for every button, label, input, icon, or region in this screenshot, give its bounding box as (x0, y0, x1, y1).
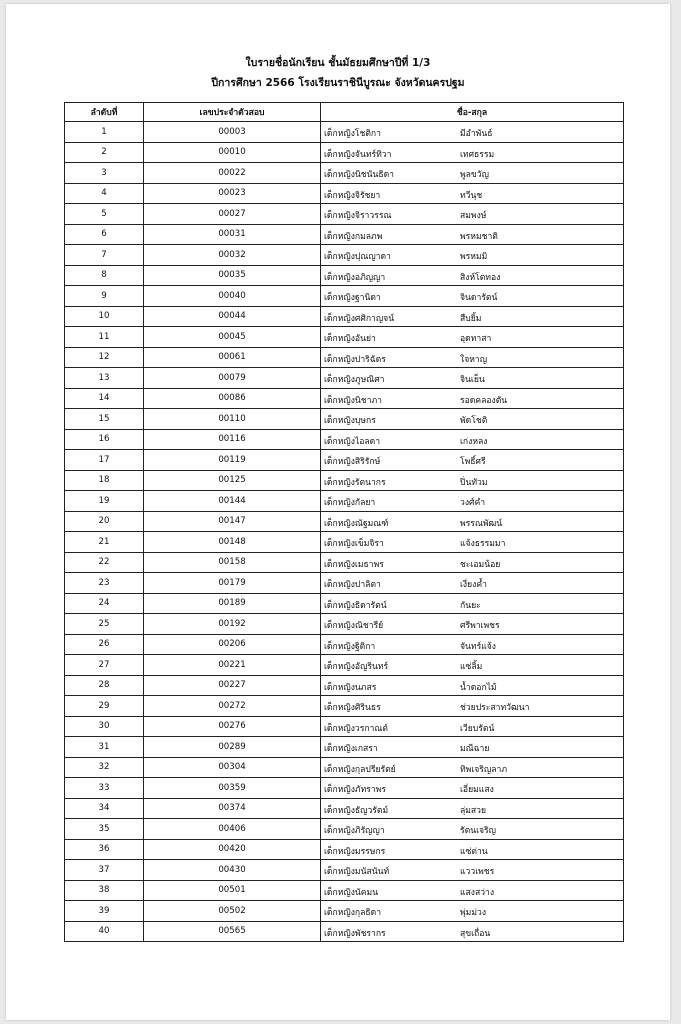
given-name: เด็กหญิงมรรษกร (324, 846, 386, 857)
cell-number: 9 (65, 286, 144, 307)
cell-number: 28 (65, 675, 144, 696)
family-name: จินดารัตน์ (460, 293, 498, 303)
student-roster-table (64, 102, 624, 942)
cell-exam-id: 00158 (144, 552, 321, 573)
cell-number: 11 (65, 327, 144, 348)
cell-number: 3 (65, 163, 144, 184)
cell-exam-id: 00502 (144, 901, 321, 922)
table-row (65, 675, 624, 696)
given-name: เด็กหญิงวรกาณต์ (324, 723, 388, 734)
column-header-number: ลำดับที่ (65, 103, 144, 122)
family-name: วงศ์คำ (460, 498, 486, 508)
table-row (65, 245, 624, 266)
given-name: เด็กหญิงนิชาภา (324, 395, 382, 406)
table-row (65, 265, 624, 286)
family-name: พรหมมิ (460, 252, 488, 262)
cell-exam-id: 00179 (144, 573, 321, 594)
family-name: พรรณพัฒน์ (460, 518, 503, 529)
given-name: เด็กหญิงธิดารัตน์ (324, 600, 387, 611)
cell-number: 23 (65, 573, 144, 594)
table-row (65, 306, 624, 327)
table-row (65, 696, 624, 717)
family-name: พรหมชาติ (460, 231, 498, 242)
given-name: เด็กหญิงปาริฉัตร (324, 354, 386, 365)
given-name: เด็กหญิงมนัสนันท์ (324, 867, 390, 877)
family-name: พุ่มม่วง (460, 908, 487, 918)
column-header-exam-id: เลขประจำตัวสอบ (144, 103, 321, 122)
cell-name (321, 265, 624, 286)
cell-name (321, 142, 624, 163)
family-name: มณีฉาย (460, 744, 490, 754)
cell-number: 18 (65, 470, 144, 491)
family-name: น้ำดอกไม้ (460, 682, 497, 693)
cell-number: 1 (65, 122, 144, 143)
cell-exam-id: 00044 (144, 306, 321, 327)
cell-exam-id: 00079 (144, 368, 321, 389)
given-name: เด็กหญิงณัฐมณฑ์ (324, 518, 389, 529)
cell-exam-id: 00406 (144, 819, 321, 840)
cell-name (321, 573, 624, 594)
cell-number: 15 (65, 409, 144, 430)
family-name: เงี่ยงค้ำ (460, 580, 487, 590)
cell-exam-id: 00061 (144, 347, 321, 368)
family-name: ศรีพาเพชร (460, 621, 500, 631)
table-row (65, 737, 624, 758)
given-name: เด็กหญิงนัคมน (324, 887, 379, 898)
cell-exam-id: 00148 (144, 532, 321, 553)
table-row (65, 368, 624, 389)
family-name: แววเพชร (460, 867, 495, 877)
given-name: เด็กหญิงนภสร (324, 682, 377, 693)
cell-number: 35 (65, 819, 144, 840)
cell-name (321, 183, 624, 204)
family-name: พัดโชติ (460, 416, 488, 426)
cell-name (321, 593, 624, 614)
cell-exam-id: 00221 (144, 655, 321, 676)
family-name: สุขเถื่อน (460, 928, 491, 939)
table-row (65, 429, 624, 450)
cell-exam-id: 00304 (144, 757, 321, 778)
cell-number: 32 (65, 757, 144, 778)
cell-name (321, 204, 624, 225)
given-name: เด็กหญิงบุษกร (324, 416, 376, 426)
family-name: รอดคลองตัน (460, 395, 508, 406)
cell-exam-id: 00003 (144, 122, 321, 143)
family-name: สิงห์โตทอง (460, 272, 501, 283)
cell-name (321, 716, 624, 737)
cell-number: 19 (65, 491, 144, 512)
table-row (65, 655, 624, 676)
cell-name (321, 511, 624, 532)
cell-name (321, 347, 624, 368)
table-row (65, 142, 624, 163)
column-header-name: ชื่อ-สกุล (321, 103, 624, 122)
cell-number: 21 (65, 532, 144, 553)
cell-name (321, 429, 624, 450)
table-row (65, 921, 624, 942)
family-name: แจ้งธรรมมา (460, 539, 506, 549)
cell-exam-id: 00206 (144, 634, 321, 655)
cell-name (321, 860, 624, 881)
given-name: เด็กหญิงสิริรักษ์ (324, 457, 381, 467)
cell-exam-id: 00027 (144, 204, 321, 225)
given-name: เด็กหญิงรัตนากร (324, 477, 386, 488)
cell-name (321, 491, 624, 512)
cell-number: 30 (65, 716, 144, 737)
cell-number: 25 (65, 614, 144, 635)
cell-name (321, 286, 624, 307)
table-row (65, 204, 624, 225)
table-row (65, 183, 624, 204)
table-row (65, 716, 624, 737)
cell-number: 34 (65, 798, 144, 819)
cell-exam-id: 00565 (144, 921, 321, 942)
family-name: กันยะ (460, 600, 481, 611)
given-name: เด็กหญิงกุลปรียรัตย์ (324, 764, 396, 775)
cell-name (321, 798, 624, 819)
table-row (65, 614, 624, 635)
family-name: แซ่ลิ้ม (460, 662, 483, 672)
table-row (65, 778, 624, 799)
family-name: เอี่ยมแสง (460, 785, 494, 795)
family-name: เก่งหลง (460, 436, 488, 447)
given-name: เด็กหญิงเกสรา (324, 744, 378, 754)
cell-exam-id: 00501 (144, 880, 321, 901)
family-name: อุดทาสา (460, 334, 492, 344)
cell-number: 10 (65, 306, 144, 327)
cell-name (321, 655, 624, 676)
cell-number: 17 (65, 450, 144, 471)
given-name: เด็กหญิงไอลดา (324, 436, 381, 447)
given-name: เด็กหญิงอันย่า (324, 334, 376, 344)
cell-number: 27 (65, 655, 144, 676)
cell-number: 4 (65, 183, 144, 204)
given-name: เด็กหญิงอภิญญา (324, 272, 386, 283)
cell-name (321, 696, 624, 717)
cell-exam-id: 00430 (144, 860, 321, 881)
table-row (65, 491, 624, 512)
cell-number: 37 (65, 860, 144, 881)
family-name: จันทร์แจ้ง (460, 641, 496, 652)
table-row (65, 798, 624, 819)
cell-name (321, 901, 624, 922)
given-name: เด็กหญิงศิรินธร (324, 703, 381, 713)
cell-exam-id: 00272 (144, 696, 321, 717)
cell-name (321, 778, 624, 799)
family-name: แซ่ต่าน (460, 846, 488, 857)
cell-name (321, 224, 624, 245)
cell-number: 6 (65, 224, 144, 245)
table-row (65, 757, 624, 778)
given-name: เด็กหญิงอัญรินทร์ (324, 662, 389, 672)
table-row (65, 122, 624, 143)
family-name: ทวีนุช (460, 190, 483, 201)
table-row (65, 327, 624, 348)
cell-exam-id: 00189 (144, 593, 321, 614)
cell-exam-id: 00086 (144, 388, 321, 409)
table-row (65, 634, 624, 655)
cell-name (321, 327, 624, 348)
cell-number: 22 (65, 552, 144, 573)
cell-name (321, 921, 624, 942)
table-body (65, 122, 624, 942)
cell-name (321, 757, 624, 778)
cell-number: 39 (65, 901, 144, 922)
given-name: เด็กหญิงภิรัญญา (324, 826, 385, 836)
table-row (65, 860, 624, 881)
cell-exam-id: 00147 (144, 511, 321, 532)
cell-name (321, 675, 624, 696)
family-name: รัตนเจริญ (460, 826, 496, 836)
family-name: ลุ่มสวย (460, 805, 487, 816)
family-name: ชะเอมน้อย (460, 559, 501, 570)
given-name: เด็กหญิงภูษณิศา (324, 375, 385, 385)
given-name: เด็กหญิงปาลิตา (324, 580, 381, 590)
family-name: มีอำพันธ์ (460, 129, 493, 139)
cell-name (321, 122, 624, 143)
given-name: เด็กหญิงฐานิดา (324, 293, 381, 303)
family-name: แสงสว่าง (460, 887, 495, 898)
family-name: สืบยิ้ม (460, 313, 482, 324)
family-name: ช่วยประสาทวัฒนา (460, 703, 530, 713)
cell-number: 24 (65, 593, 144, 614)
cell-number: 12 (65, 347, 144, 368)
table-row (65, 839, 624, 860)
table-row (65, 388, 624, 409)
cell-exam-id: 00116 (144, 429, 321, 450)
table-row (65, 163, 624, 184)
cell-number: 31 (65, 737, 144, 758)
cell-exam-id: 00359 (144, 778, 321, 799)
table-row (65, 286, 624, 307)
cell-number: 13 (65, 368, 144, 389)
cell-number: 2 (65, 142, 144, 163)
cell-exam-id: 00032 (144, 245, 321, 266)
given-name: เด็กหญิงฐิติกา (324, 641, 376, 652)
cell-exam-id: 00227 (144, 675, 321, 696)
cell-number: 29 (65, 696, 144, 717)
given-name: เด็กหญิงธัญวรัตม์ (324, 805, 389, 816)
cell-exam-id: 00144 (144, 491, 321, 512)
given-name: เด็กหญิงโชติกา (324, 129, 381, 139)
given-name: เด็กหญิงพัชรากร (324, 928, 386, 939)
cell-number: 14 (65, 388, 144, 409)
cell-name (321, 470, 624, 491)
cell-name (321, 409, 624, 430)
table-row (65, 224, 624, 245)
given-name: เด็กหญิงนิชนันธิดา (324, 170, 395, 180)
family-name: โพธิ์ศรี (460, 457, 486, 467)
document-title: ใบรายชื่อนักเรียน ชั้นมัธยมศึกษาปีที่ 1/3 (245, 57, 431, 69)
cell-name (321, 532, 624, 553)
family-name: ปิ่นทัวม (460, 477, 488, 488)
table-row (65, 880, 624, 901)
given-name: เด็กหญิงกุลธิดา (324, 908, 382, 918)
cell-number: 38 (65, 880, 144, 901)
given-name: เด็กหญิงณิชารีย์ (324, 621, 384, 631)
cell-exam-id: 00289 (144, 737, 321, 758)
table-row (65, 470, 624, 491)
table-row (65, 511, 624, 532)
given-name: เด็กหญิงจิราวรรณ (324, 211, 392, 221)
cell-exam-id: 00022 (144, 163, 321, 184)
table-row (65, 819, 624, 840)
table-row (65, 593, 624, 614)
cell-number: 40 (65, 921, 144, 942)
document-subtitle: ปีการศึกษา 2566 โรงเรียนราชินีบูรณะ จังหวัดนครปฐม (211, 77, 465, 89)
table-row (65, 409, 624, 430)
cell-name (321, 388, 624, 409)
document-page (6, 4, 670, 1020)
cell-number: 33 (65, 778, 144, 799)
given-name: เด็กหญิงกมลภพ (324, 231, 383, 242)
cell-number: 20 (65, 511, 144, 532)
cell-number: 7 (65, 245, 144, 266)
table-row (65, 901, 624, 922)
family-name: ใจหาญ (460, 354, 488, 365)
cell-name (321, 819, 624, 840)
given-name: เด็กหญิงจันทร์ทิวา (324, 149, 392, 160)
table-row (65, 450, 624, 471)
given-name: เด็กหญิงกัลยา (324, 498, 376, 508)
cell-exam-id: 00119 (144, 450, 321, 471)
cell-name (321, 737, 624, 758)
cell-exam-id: 00031 (144, 224, 321, 245)
table-row (65, 573, 624, 594)
given-name: เด็กหญิงศศิกาญจน์ (324, 313, 395, 324)
cell-number: 8 (65, 265, 144, 286)
table-row (65, 347, 624, 368)
cell-name (321, 880, 624, 901)
cell-name (321, 552, 624, 573)
cell-exam-id: 00045 (144, 327, 321, 348)
cell-name (321, 306, 624, 327)
cell-exam-id: 00040 (144, 286, 321, 307)
family-name: จินเย็น (460, 375, 485, 385)
cell-name (321, 245, 624, 266)
cell-exam-id: 00023 (144, 183, 321, 204)
given-name: เด็กหญิงเข็มจิรา (324, 539, 384, 549)
cell-name (321, 163, 624, 184)
table-row (65, 552, 624, 573)
given-name: เด็กหญิงภัทราพร (324, 785, 386, 795)
cell-exam-id: 00276 (144, 716, 321, 737)
family-name: เวียบรัตน์ (460, 723, 495, 734)
cell-exam-id: 00010 (144, 142, 321, 163)
cell-number: 36 (65, 839, 144, 860)
cell-exam-id: 00374 (144, 798, 321, 819)
cell-name (321, 634, 624, 655)
given-name: เด็กหญิงปุณญาดา (324, 252, 391, 262)
cell-exam-id: 00420 (144, 839, 321, 860)
family-name: พูลขวัญ (460, 170, 489, 180)
cell-exam-id: 00035 (144, 265, 321, 286)
family-name: สมพงษ์ (460, 211, 487, 221)
given-name: เด็กหญิงจิรัชยา (324, 190, 381, 201)
table-header-row (65, 103, 624, 122)
given-name: เด็กหญิงเมธาพร (324, 559, 384, 570)
cell-exam-id: 00192 (144, 614, 321, 635)
cell-name (321, 614, 624, 635)
cell-name (321, 450, 624, 471)
cell-number: 16 (65, 429, 144, 450)
table-row (65, 532, 624, 553)
cell-number: 5 (65, 204, 144, 225)
cell-number: 26 (65, 634, 144, 655)
family-name: ทิพเจริญลาภ (460, 764, 507, 775)
cell-name (321, 839, 624, 860)
cell-exam-id: 00110 (144, 409, 321, 430)
cell-name (321, 368, 624, 389)
family-name: เทศธรรม (460, 149, 495, 160)
cell-exam-id: 00125 (144, 470, 321, 491)
